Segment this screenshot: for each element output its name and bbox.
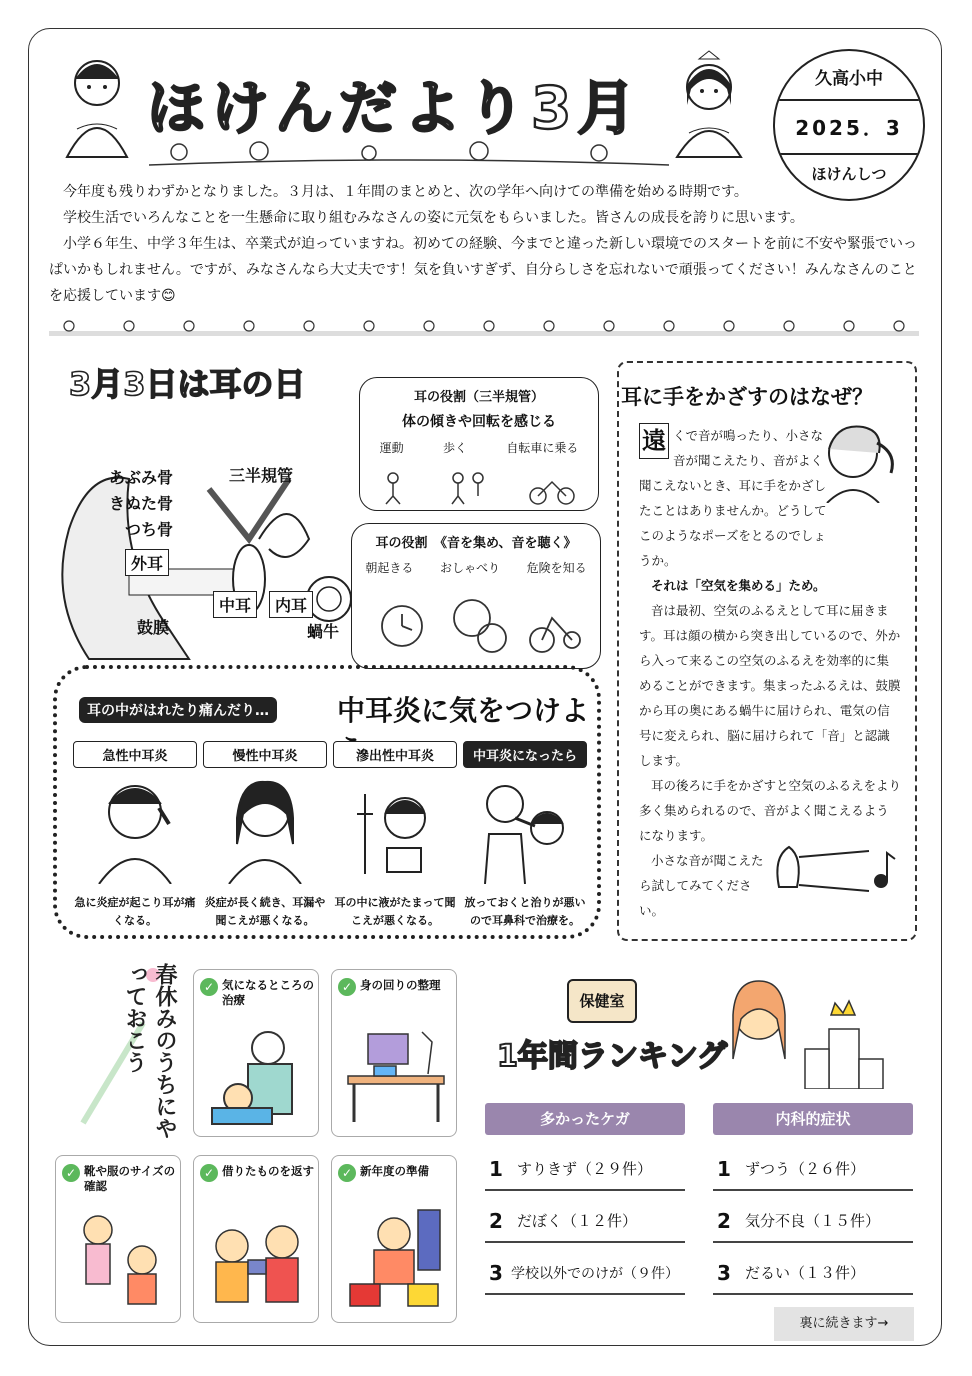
otitis-desc: 急に炎症が起こり耳が痛くなる。 [74,896,196,927]
spring-break-title: 春休みのうちにやっておこう [122,963,177,1139]
hearing-role-items [352,559,600,576]
role-item: 歩く [442,441,467,455]
newsletter-page [28,28,942,1346]
role-item: おしゃべり [439,561,500,575]
flower-decoration-icon [149,137,669,167]
ranking-title: 1年間ランキング [497,1039,727,1074]
otitis-panel [53,665,601,939]
why-paragraph: くで音が鳴ったり、小さな音が聞こえたり、音がよく聞こえないとき、耳に手をかざしたことはありませんか。どうしてこのようなポーズをとるのでしょうか。 [639,428,827,568]
activity-figures-icon [378,470,578,506]
otitis-desc: 放っておくと治りが悪いので耳鼻科で治療を。 [464,896,586,927]
otitis-type-label: 急性中耳炎 [73,741,197,768]
role-item: 朝起きる [365,561,414,575]
rank-number: 1 [717,1157,731,1181]
otitis-type-label: 中耳炎になったら [463,741,587,768]
continue-note: 裏に続きます→ [774,1307,914,1341]
otitis-title: 中耳炎に気をつけよ [337,694,590,727]
balance-role-title: 耳の役割（三半規管） [413,390,544,405]
department-name: ほけんしつ [811,165,887,183]
intro-paragraph: 今年度も残りわずかとなりました。３月は、１年間のまとめと、次の学年へ向けての準備を始める時期です。 [63,184,748,200]
balance-role-subtitle: 体の傾きや回転を感じる [402,414,556,430]
rank-number: 2 [489,1209,503,1233]
ranking-row [485,1193,685,1243]
otitis-type-label: 慢性中耳炎 [203,741,327,768]
hearing-role-title: 耳の役割 《音を集め、音を聴く》 [375,536,577,551]
intro-text [49,179,929,309]
otitis-column [73,741,197,930]
desk-icon [344,1012,448,1128]
ear-part-label: あぶみ骨 [109,468,174,487]
role-item: 危険を知る [526,561,587,575]
check-icon: ✓ [62,1164,80,1182]
rank-number: 2 [717,1209,731,1233]
otitis-desc: 炎症が長く続き、耳漏や聞こえが悪くなる。 [204,896,326,927]
illness-ranking-header: 内科的症状 [713,1103,913,1135]
issue-date: 2025．3 [775,99,923,155]
ranking-row [713,1193,913,1243]
rank-number: 1 [489,1157,503,1181]
ear-part-label: 外耳 [125,549,169,576]
spring-task-label: 新年度の準備 [360,1164,429,1178]
intro-paragraph: 小学６年生、中学３年生は、卒業式が迫っていますね。初めての経験、今までと違った新しい環境でのスタートを前に不安や緊張でいっぱいかもしれません。ですが、みなさんなら大丈夫です！気を負いすぎず、自分らしさを忘れないで頑張ってください！みんなさんのことを応援しています😊 [49,236,917,304]
dentist-icon [208,1020,306,1130]
clothes-size-icon [68,1200,172,1316]
check-icon: ✓ [200,1164,218,1182]
ear-pain-child-icon [85,774,185,884]
ear-part-label: 鼓膜 [137,618,170,637]
ear-sound-wave-icon [769,837,899,901]
empress-doll-icon [669,49,749,159]
rank-number: 3 [717,1261,731,1285]
spring-task-card [193,969,319,1137]
spring-task-label: 身の回りの整理 [360,978,441,992]
check-icon: ✓ [338,978,356,996]
ranking-row [713,1245,913,1295]
hearing-role-bubble [351,523,601,669]
spring-task-label: 借りたものを返す [222,1164,314,1178]
injury-ranking-list [485,1135,685,1295]
rank-number: 3 [489,1261,503,1285]
spring-task-label: 靴や服のサイズの確認 [84,1164,176,1193]
otitis-column [203,741,327,930]
intro-paragraph: 学校生活でいろんなことを一生懸命に取り組むみなさんの姿に元気をもらいました。皆さんの成長を誇りに思います。 [63,210,804,226]
newsletter-title: ほけんだより3月 [147,74,642,142]
flower-border-icon [49,315,919,337]
illness-ranking [713,1103,913,1303]
otitis-lead: 耳の中がはれたり痛んだり… [79,697,277,723]
ranking-row [485,1141,685,1191]
ear-part-label: つち骨 [125,520,174,539]
otitis-column [333,741,457,930]
nurse-podium-icon [719,969,919,1089]
role-item: 運動 [379,441,404,455]
balance-role-bubble [359,377,599,511]
health-room-badge: 保健室 [567,979,637,1023]
check-icon: ✓ [338,1164,356,1182]
why-paragraph: 音は最初、空気のふるえとして耳に届きます。耳は顔の横から突き出しているので、外から入って来るこの空気のふるえを効率的に集めることができます。集まったふるえは、鼓膜から耳の奥にある蝸牛に届けられ、電気の信号に変えられ、脳に届けられて「音」と認識します。 [639,603,901,768]
spring-task-card [331,1155,457,1323]
ear-day-title: 3月3日は耳の日 [69,365,306,403]
otitis-type-label: 滲出性中耳炎 [333,741,457,768]
ear-part-label: 三半規管 [229,466,294,485]
rank-text: 気分不良（１５件） [745,1212,881,1230]
rank-text: だるい（１３件） [745,1264,866,1282]
ranking-row [485,1245,685,1295]
rank-text: ずつう（２６件） [745,1160,866,1178]
girl-ear-icon [215,774,315,884]
why-hand-title: 耳に手をかざすのはなぜ？ [621,385,873,409]
spring-task-label: 気になるところの治療 [222,978,314,1007]
rank-text: だぼく（１２件） [517,1212,638,1230]
otitis-column [463,741,587,930]
spring-task-card [193,1155,319,1323]
otitis-desc: 耳の中に液がたまって聞こえが悪くなる。 [334,896,456,927]
spring-task-card [331,969,457,1137]
ear-part-label: 内耳 [269,591,313,618]
balance-role-items [360,439,598,456]
rank-text: すりきず（２９件） [517,1160,653,1178]
ear-part-label: きぬた骨 [109,494,174,513]
ent-doctor-icon [475,774,575,884]
reading-child-icon [345,774,445,884]
why-paragraph: それは「空気を集める」ため。 [651,578,826,593]
spring-task-card [55,1155,181,1323]
injury-ranking-header: 多かったケガ [485,1103,685,1135]
alarm-talk-bike-icons [372,588,582,658]
emperor-doll-icon [57,49,137,159]
return-item-icon [202,1200,312,1316]
ear-part-label: 中耳 [213,591,257,618]
illness-ranking-list [713,1135,913,1295]
ear-part-label: 蝸牛 [307,622,340,641]
why-paragraph: 耳の後ろに手をかざすと空気のふるえをより多く集められるので、音がよく聞こえるようになります。 [639,778,902,843]
why-initial: 遠 [639,423,669,459]
injury-ranking [485,1103,685,1303]
check-icon: ✓ [200,978,218,996]
school-name: 久高小中 [815,69,883,89]
rank-text: 学校以外でのけが（９件） [511,1266,679,1282]
ranking-row [713,1141,913,1191]
role-item: 自転車に乗る [506,441,579,455]
school-supplies-icon [344,1200,448,1316]
why-paragraph: 小さな音が聞こえたら試してみてください。 [639,853,764,918]
